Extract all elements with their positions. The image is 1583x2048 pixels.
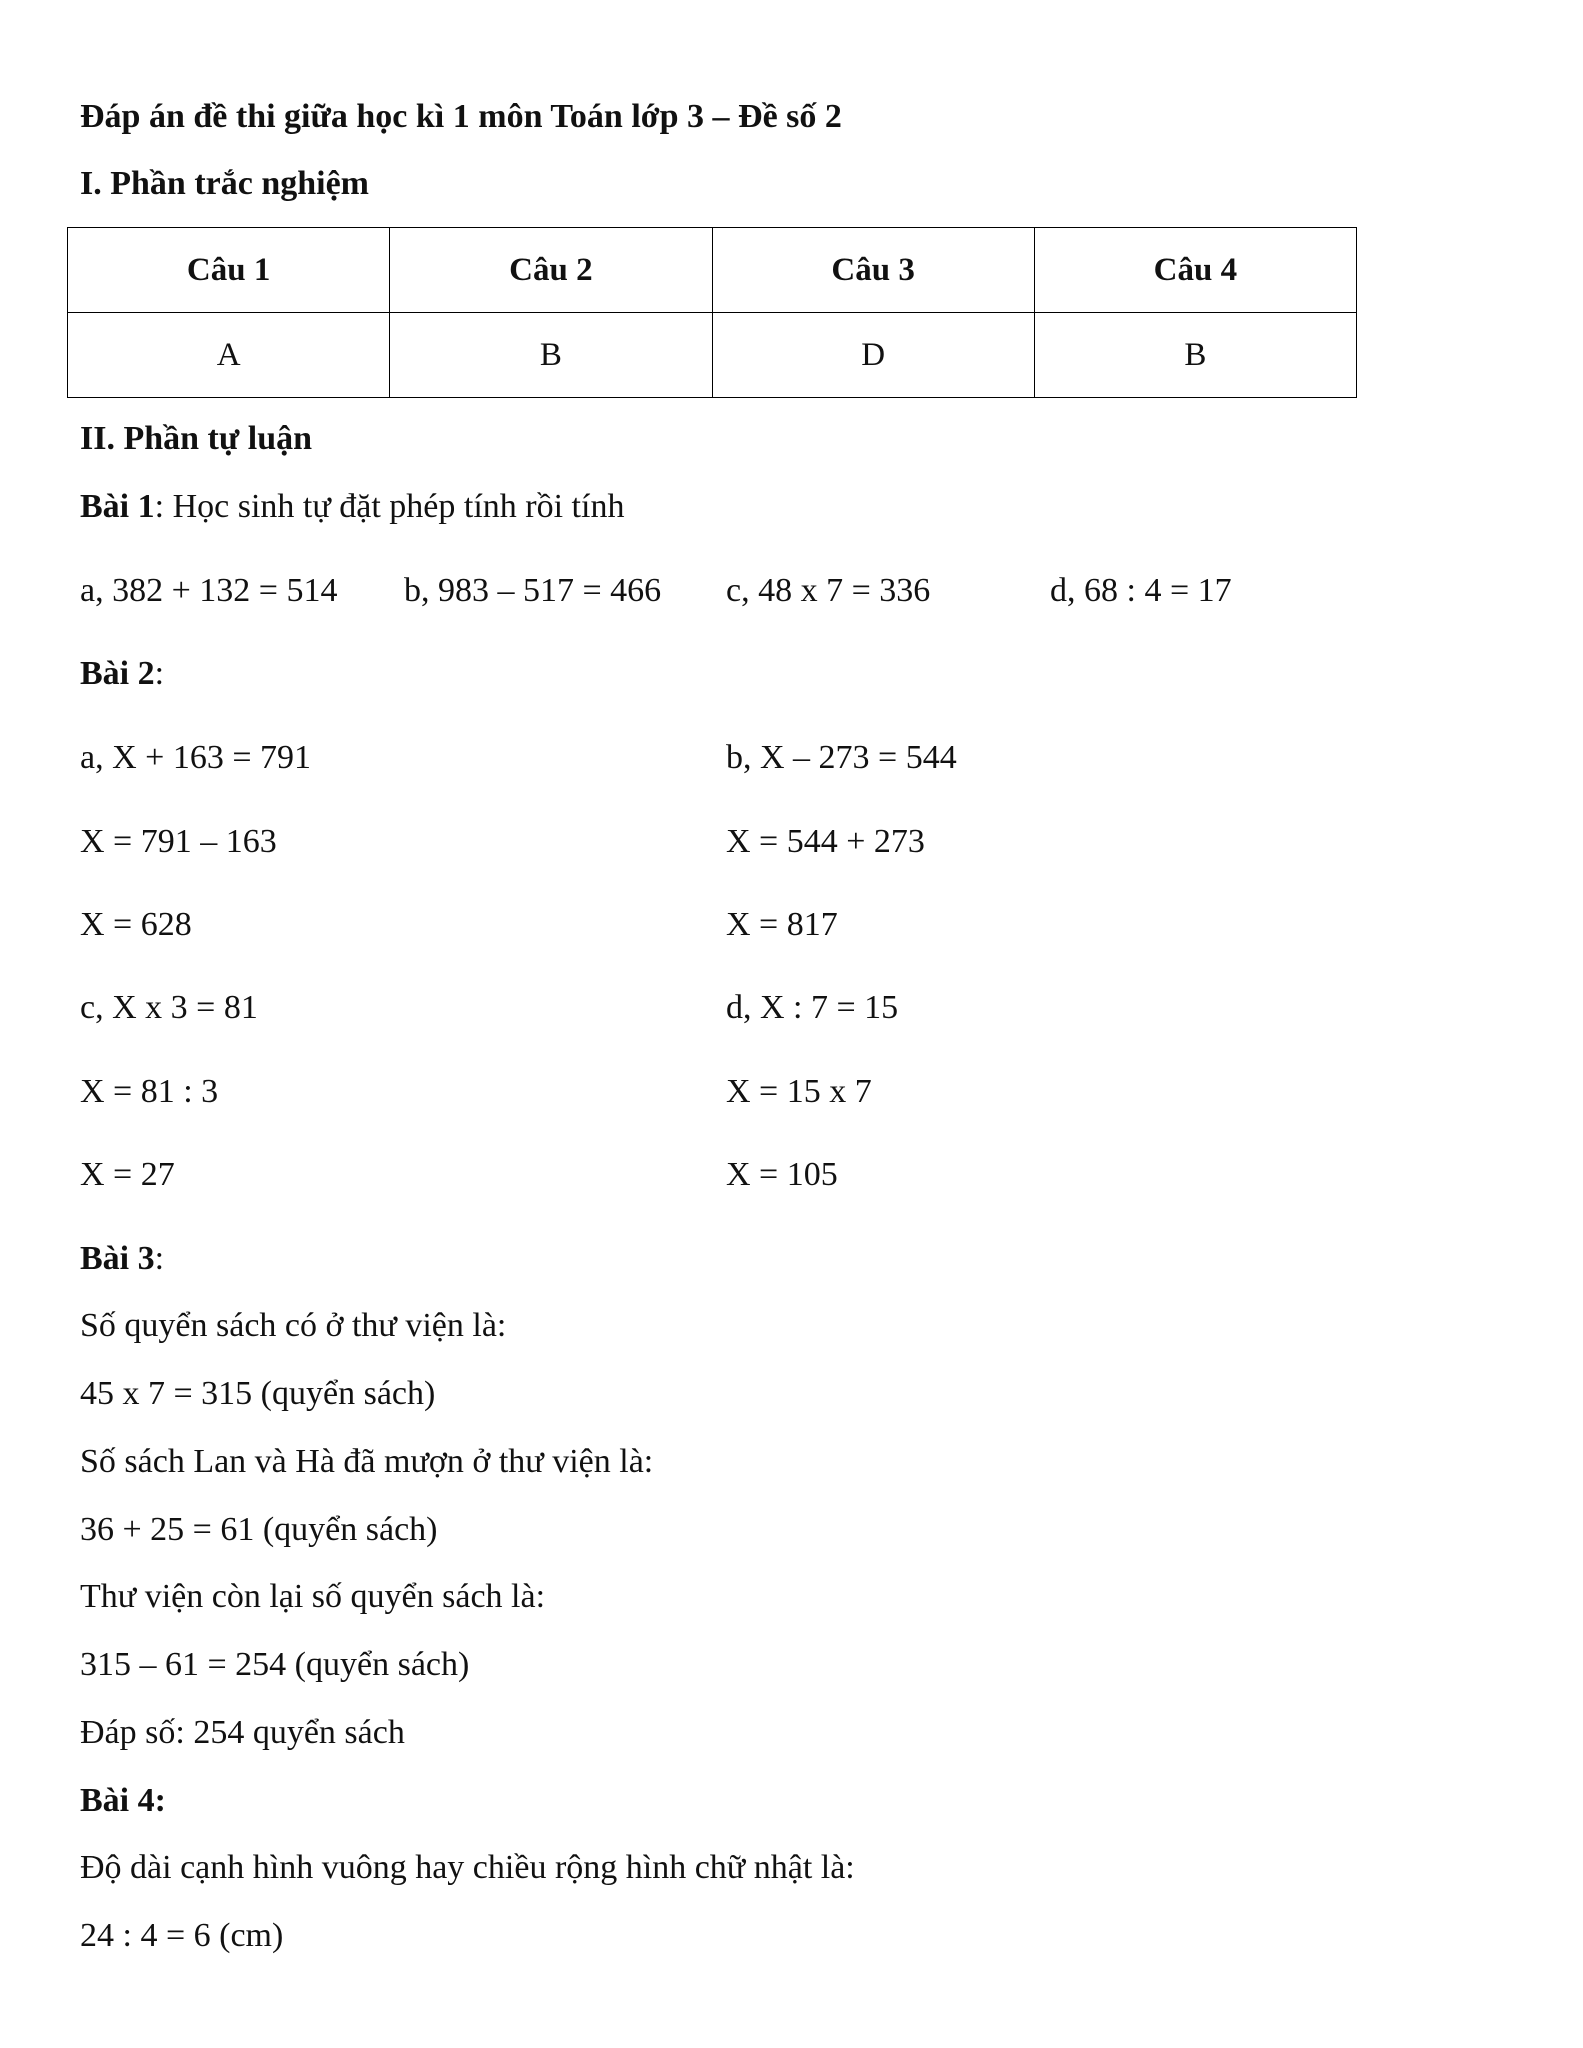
exercise-1-item-a: a, 382 + 132 = 514	[80, 572, 338, 609]
exercise-2-right-line: X = 817	[726, 906, 838, 943]
exercise-2-right-line: X = 15 x 7	[726, 1073, 872, 1110]
exercise-1-item-c: c, 48 x 7 = 336	[726, 572, 931, 609]
exercise-3-line: 36 + 25 = 61 (quyển sách)	[80, 1511, 438, 1548]
exercise-2-heading	[80, 657, 164, 691]
table-cell: A	[68, 313, 390, 398]
exercise-3-line: 315 – 61 = 254 (quyển sách)	[80, 1646, 470, 1683]
exercise-2-left-line: X = 791 – 163	[80, 823, 277, 860]
exercise-2-left-line: X = 27	[80, 1156, 175, 1193]
table-header-cell: Câu 1	[68, 228, 390, 313]
exercise-3-label: Bài 3	[80, 1240, 155, 1277]
table-cell: D	[712, 313, 1034, 398]
exercise-2-colon: :	[154, 655, 165, 692]
exercise-2-right-line: X = 105	[726, 1156, 838, 1193]
exercise-1-heading	[80, 490, 624, 524]
exercise-3-line: 45 x 7 = 315 (quyển sách)	[80, 1375, 436, 1412]
exercise-3-heading	[80, 1242, 164, 1276]
section-heading-multiple-choice: I. Phần trắc nghiệm	[80, 165, 369, 202]
exercise-4-line: 24 : 4 = 6 (cm)	[80, 1917, 284, 1954]
exercise-3-line: Số sách Lan và Hà đã mượn ở thư viện là:	[80, 1443, 654, 1480]
table-header-row	[68, 228, 1357, 313]
exercise-1-item-b: b, 983 – 517 = 466	[404, 572, 662, 609]
exercise-3-colon: :	[154, 1240, 165, 1277]
exercise-2-left-line: a, X + 163 = 791	[80, 739, 311, 776]
answer-table	[67, 227, 1357, 398]
exercise-2-right-line: X = 544 + 273	[726, 823, 925, 860]
table-header-cell: Câu 2	[390, 228, 712, 313]
exercise-1-item-d: d, 68 : 4 = 17	[1050, 572, 1232, 609]
exercise-2-label: Bài 2	[80, 655, 155, 692]
exercise-2-right-line: b, X – 273 = 544	[726, 739, 957, 776]
table-header-cell: Câu 3	[712, 228, 1034, 313]
exercise-3-line: Thư viện còn lại số quyển sách là:	[80, 1578, 546, 1615]
exercise-2-left-line: X = 628	[80, 906, 192, 943]
exercise-1-label: Bài 1	[80, 488, 155, 525]
exercise-4-heading: Bài 4:	[80, 1782, 166, 1819]
exercise-2-left-line: c, X x 3 = 81	[80, 989, 258, 1026]
exercise-1-text: : Học sinh tự đặt phép tính rồi tính	[154, 488, 625, 525]
exercise-3-line: Số quyển sách có ở thư viện là:	[80, 1307, 507, 1344]
table-cell: B	[1034, 313, 1356, 398]
table-cell: B	[390, 313, 712, 398]
exercise-2-right-line: d, X : 7 = 15	[726, 989, 899, 1026]
exercise-3-line: Đáp số: 254 quyển sách	[80, 1714, 405, 1751]
table-row	[68, 313, 1357, 398]
section-heading-essay: II. Phần tự luận	[80, 420, 313, 457]
table-header-cell: Câu 4	[1034, 228, 1356, 313]
exercise-2-left-line: X = 81 : 3	[80, 1073, 219, 1110]
page-title: Đáp án đề thi giữa học kì 1 môn Toán lớp 3 – Đề số 2	[80, 98, 842, 135]
exercise-4-line: Độ dài cạnh hình vuông hay chiều rộng hình chữ nhật là:	[80, 1849, 855, 1886]
